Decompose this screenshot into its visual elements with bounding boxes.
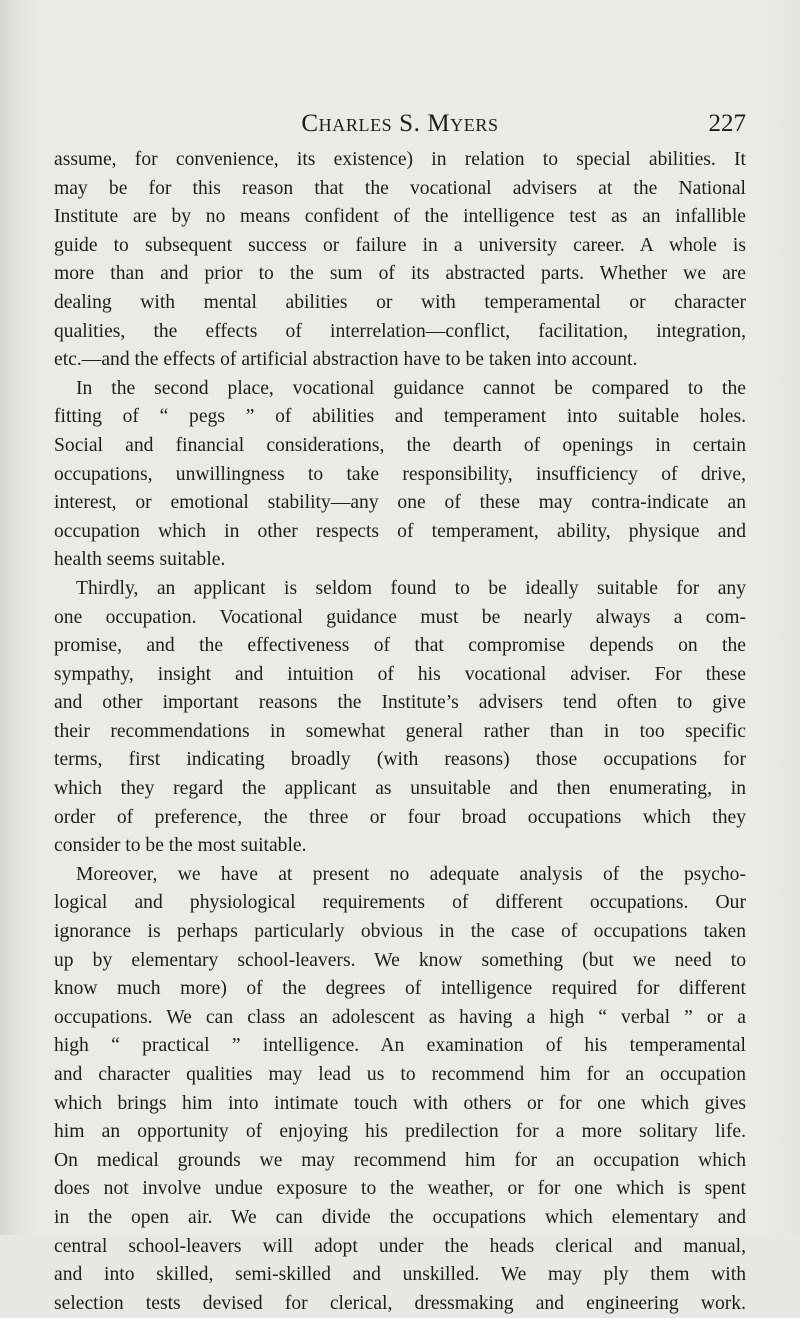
running-title: Charles S. Myers [301,110,499,137]
text-line: central school-leavers will adopt under the heads clerical and manual, [54,1235,746,1257]
text-line: guide to subsequent success or failure in a university career. A whole is [54,234,746,256]
text-line: Moreover, we have at present no adequate analysis of the psycho- [76,863,746,885]
text-line: occupations, unwillingness to take responsibility, insufficiency of drive, [54,463,746,485]
text-line: qualities, the effects of interrelation—conflict, facilitation, integration, [54,320,746,342]
text-line: occupations. We can class an adolescent as having a high “ verbal ” or a [54,1006,746,1028]
text-line: In the second place, vocational guidance cannot be compared to the [76,377,746,399]
text-line: and other important reasons the Institute’s advisers tend often to give [54,692,746,714]
text-line: On medical grounds we may recommend him for an occupation which [54,1149,746,1171]
text-line: logical and physiological requirements of different occupations. Our [54,892,746,914]
text-line: does not involve undue exposure to the weather, or for one which is spent [54,1178,746,1200]
text-line: interest, or emotional stability—any one of these may contra-indicate an [54,492,746,514]
text-line: Social and financial considerations, the dearth of openings in certain [54,434,746,456]
text-line: may be for this reason that the vocational advisers at the National [54,177,746,199]
text-line: selection tests devised for clerical, dressmaking and engineering work. [54,1292,746,1314]
text-line: occupation which in other respects of temperament, ability, physique and [54,520,746,542]
text-line: Institute are by no means confident of the intelligence test as an infallible [54,206,746,228]
text-line: high “ practical ” intelligence. An examination of his temperamental [54,1035,746,1057]
body-text [54,146,746,1318]
text-line: etc.—and the effects of artificial abstraction have to be taken into account. [54,349,638,371]
text-line: which brings him into intimate touch with others or for one which gives [54,1092,746,1114]
text-line: order of preference, the three or four broad occupations which they [54,806,746,828]
text-line: ignorance is perhaps particularly obvious in the case of occupations taken [54,921,746,943]
text-line: terms, first indicating broadly (with reasons) those occupations for [54,749,746,771]
text-line: consider to be the most suitable. [54,835,307,857]
text-line: and character qualities may lead us to recommend him for an occupation [54,1064,746,1085]
text-line: Thirdly, an applicant is seldom found to be ideally suitable for any [76,577,746,599]
text-line: fitting of “ pegs ” of abilities and temperament into suitable holes. [54,406,746,428]
text-line: promise, and the effectiveness of that compromise depends on the [54,635,746,657]
text-line: up by elementary school-leavers. We know something (but we need to [54,949,746,971]
text-line: which they regard the applicant as unsuitable and then enumerating, in [54,778,746,800]
text-line: one occupation. Vocational guidance must be nearly always a com- [54,606,746,628]
text-line: in the open air. We can divide the occupations which elementary and [54,1206,746,1228]
text-line: their recommendations in somewhat general rather than in too specific [54,720,746,742]
text-line: sympathy, insight and intuition of his vocational adviser. For these [54,663,746,685]
running-head [54,110,746,140]
text-line: know much more) of the degrees of intelligence required for different [54,978,746,1000]
text-line: health seems suitable. [54,549,226,571]
page-number: 227 [708,110,746,137]
text-line: more than and prior to the sum of its abstracted parts. Whether we are [54,263,746,285]
text-line: dealing with mental abilities or with temperamental or character [54,291,746,313]
text-line: and into skilled, semi-skilled and unskilled. We may ply them with [54,1264,746,1286]
text-line: him an opportunity of enjoying his predilection for a more solitary life. [54,1121,746,1143]
text-line: assume, for convenience, its existence) in relation to special abilities. It [54,149,746,170]
